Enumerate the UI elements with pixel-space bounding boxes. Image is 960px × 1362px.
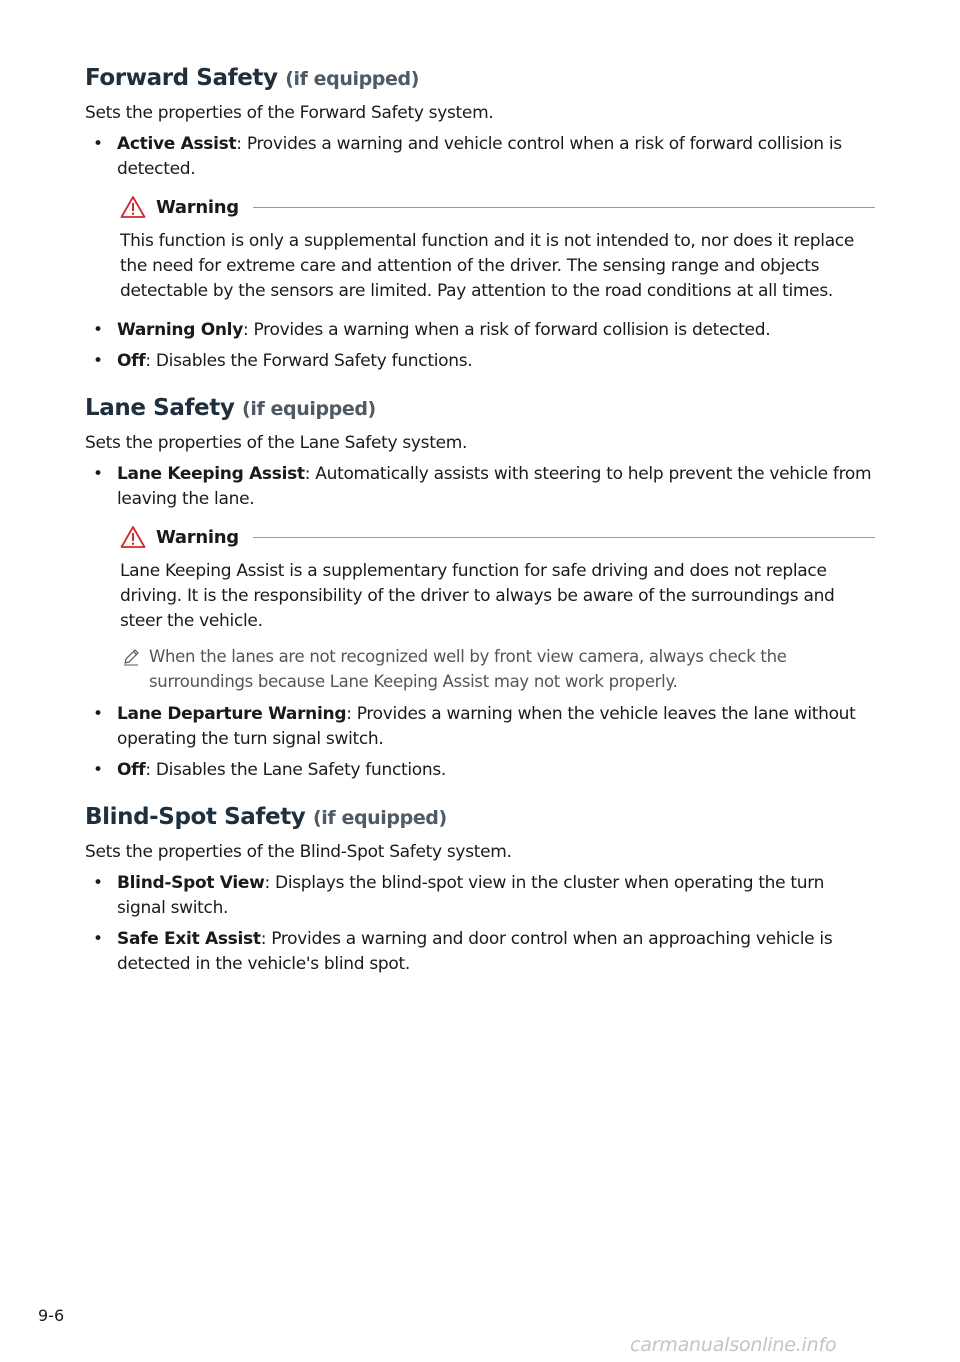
section-title: Lane Safety (if equipped) (85, 395, 376, 421)
note-text: When the lanes are not recognized well by front view camera, always check the surroundings because Lane Keeping Assist may not work properly. (149, 647, 787, 691)
list-item: • Off: Disables the Lane Safety functions. (93, 760, 447, 780)
list-item: • Blind-Spot View: Displays the blind-spot view in the cluster when operating the turn signal switch. (93, 873, 825, 918)
section-intro: Sets the properties of the Lane Safety system. (85, 433, 468, 453)
warning-text: Lane Keeping Assist is a supplementary function for safe driving and does not replace driving. It is the responsibility of the driver to always be aware of the surroundings and steer the vehicle. (120, 561, 835, 631)
list-item: • Off: Disables the Forward Safety functions. (93, 351, 473, 371)
list-item: • Warning Only: Provides a warning when a risk of forward collision is detected. (93, 320, 771, 340)
section-forward-safety (85, 62, 875, 374)
warning-text: This function is only a supplemental function and it is not intended to, nor does it replace the need for extreme care and attention of the driver. The sensing range and objects detectable by the sensors are limited. Pay attention to the road conditions at all times. (120, 231, 855, 301)
divider (253, 207, 875, 208)
section-intro: Sets the properties of the Forward Safety system. (85, 103, 494, 123)
footer-watermark: carmanualsonline.info (630, 1334, 837, 1356)
list-item: • Lane Keeping Assist: Automatically assists with steering to help prevent the vehicle from leaving the lane. (93, 464, 872, 509)
warning-triangle-icon (120, 525, 146, 549)
option-list (85, 132, 875, 182)
note (120, 644, 875, 694)
warning-box (120, 524, 875, 694)
list-item: • Lane Departure Warning: Provides a warning when the vehicle leaves the lane without operating the turn signal switch. (93, 704, 856, 749)
warning-label: Warning (156, 196, 239, 218)
option-list (85, 702, 875, 783)
section-blind-spot-safety (85, 801, 875, 977)
section-title: Forward Safety (if equipped) (85, 65, 419, 91)
list-item: • Active Assist: Provides a warning and vehicle control when a risk of forward collision is detected. (93, 134, 842, 179)
section-intro: Sets the properties of the Blind-Spot Safety system. (85, 842, 512, 862)
warning-label: Warning (156, 526, 239, 548)
section-title: Blind-Spot Safety (if equipped) (85, 804, 447, 830)
option-list (85, 871, 875, 977)
list-item: • Safe Exit Assist: Provides a warning and door control when an approaching vehicle is detected in the vehicle's blind spot. (93, 929, 833, 974)
warning-triangle-icon (120, 195, 146, 219)
option-list (85, 318, 875, 374)
page-number: 9-6 (38, 1306, 65, 1325)
pencil-note-icon (122, 648, 140, 666)
warning-box (120, 194, 875, 304)
section-lane-safety (85, 392, 875, 783)
option-list (85, 462, 875, 512)
page-content (85, 62, 875, 977)
divider (253, 537, 875, 538)
